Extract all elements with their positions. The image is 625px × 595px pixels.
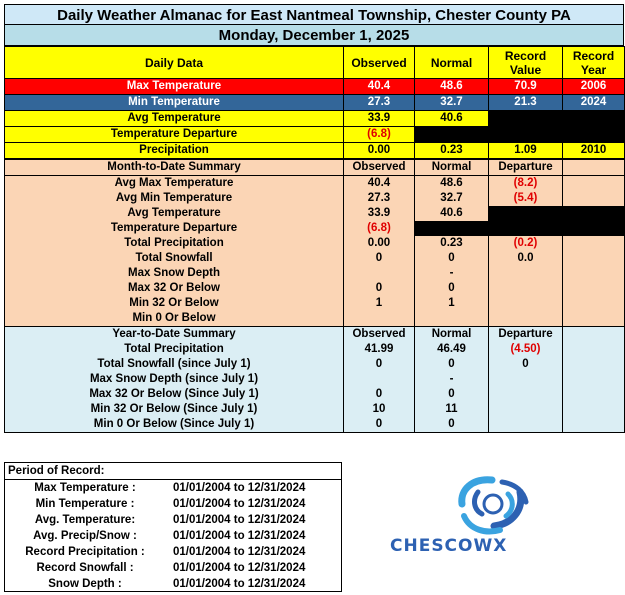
date-banner: Monday, December 1, 2025 (4, 25, 624, 46)
blank-cell (415, 221, 625, 236)
blank-cell (563, 191, 625, 206)
record-year: 2006 (563, 79, 625, 95)
header-observed: Observed (344, 47, 415, 79)
blank-cell (563, 296, 625, 311)
header-observed: Observed (344, 327, 415, 343)
observed-value (344, 311, 415, 326)
header-normal: Normal (415, 160, 489, 176)
ytd-row (5, 342, 625, 357)
row-label: Min 0 Or Below (5, 311, 344, 326)
row-label: Total Snowfall (5, 251, 344, 266)
blank-cell (563, 251, 625, 266)
row-label: Avg Temperature (5, 111, 344, 127)
por-row (5, 512, 341, 528)
month-row (5, 281, 625, 296)
row-label: Total Precipitation (5, 342, 344, 357)
por-range: 01/01/2004 to 12/31/2024 (173, 546, 306, 558)
ytd-row (5, 387, 625, 402)
blank-cell (563, 372, 625, 387)
month-row (5, 311, 625, 326)
row-label: Min 0 Or Below (Since July 1) (5, 417, 344, 433)
row-label: Avg Max Temperature (5, 176, 344, 192)
blank-cell (563, 387, 625, 402)
blank-cell (489, 111, 625, 127)
normal-value: 1 (415, 296, 489, 311)
observed-value: 0 (344, 281, 415, 296)
header-observed: Observed (344, 160, 415, 176)
por-row (5, 480, 341, 496)
month-row (5, 266, 625, 281)
month-row (5, 251, 625, 266)
por-row (5, 576, 341, 592)
record-year: 2010 (563, 143, 625, 159)
swirl-icon (442, 472, 542, 538)
observed-value: 0 (344, 417, 415, 433)
observed-value (344, 266, 415, 281)
observed-value: 10 (344, 402, 415, 417)
normal-value: 48.6 (415, 176, 489, 192)
row-label: Max Snow Depth (since July 1) (5, 372, 344, 387)
normal-value: 0 (415, 387, 489, 402)
observed-value: 41.99 (344, 342, 415, 357)
normal-value (415, 311, 489, 326)
header-departure: Departure (489, 327, 563, 343)
daily-row-max-temp (5, 79, 625, 95)
row-label: Min 32 Or Below (Since July 1) (5, 402, 344, 417)
ytd-row (5, 372, 625, 387)
blank-cell (563, 402, 625, 417)
por-row (5, 544, 341, 560)
departure-value (489, 296, 563, 311)
month-row (5, 176, 625, 192)
observed-value (344, 372, 415, 387)
observed-value: 0.00 (344, 236, 415, 251)
observed-value: 40.4 (344, 79, 415, 95)
record-value: 21.3 (489, 95, 563, 111)
daily-header-row (5, 47, 625, 79)
departure-value (489, 417, 563, 433)
normal-value: 0.23 (415, 236, 489, 251)
departure-value (489, 311, 563, 326)
blank-cell (563, 236, 625, 251)
period-of-record-title: Period of Record: (5, 463, 341, 480)
header-normal: Normal (415, 327, 489, 343)
header-month-summary: Month-to-Date Summary (5, 160, 344, 176)
daily-row-min-temp (5, 95, 625, 111)
normal-value: 40.6 (415, 111, 489, 127)
normal-value: 48.6 (415, 79, 489, 95)
por-range: 01/01/2004 to 12/31/2024 (173, 514, 306, 526)
normal-value: 0.23 (415, 143, 489, 159)
por-label: Snow Depth : (48, 578, 122, 590)
header-record-year: Record Year (563, 47, 625, 79)
month-row (5, 206, 625, 221)
header-ytd-summary: Year-to-Date Summary (5, 327, 344, 343)
observed-value: 33.9 (344, 206, 415, 221)
departure-value (489, 372, 563, 387)
row-label: Avg Temperature (5, 206, 344, 221)
blank-cell (415, 127, 625, 143)
por-label: Min Temperature : (35, 498, 135, 510)
blank-cell (489, 206, 625, 221)
observed-value: 27.3 (344, 191, 415, 206)
row-label: Min 32 Or Below (5, 296, 344, 311)
blank-cell (563, 281, 625, 296)
por-label: Record Snowfall : (36, 562, 134, 574)
observed-value: (6.8) (344, 127, 415, 143)
por-range: 01/01/2004 to 12/31/2024 (173, 578, 306, 590)
header-normal: Normal (415, 47, 489, 79)
header-daily-data: Daily Data (5, 47, 344, 79)
por-range: 01/01/2004 to 12/31/2024 (173, 562, 306, 574)
blank-cell (563, 417, 625, 433)
departure-value (489, 281, 563, 296)
page-title: Daily Weather Almanac for East Nantmeal Township, Chester County PA (4, 4, 624, 25)
row-label: Temperature Departure (5, 127, 344, 143)
observed-value: 40.4 (344, 176, 415, 192)
month-header-row (5, 160, 625, 176)
normal-value: 32.7 (415, 95, 489, 111)
por-range: 01/01/2004 to 12/31/2024 (173, 482, 306, 494)
row-label: Temperature Departure (5, 221, 344, 236)
almanac-panel (4, 4, 624, 433)
por-label: Avg. Temperature: (34, 514, 136, 526)
record-value: 1.09 (489, 143, 563, 159)
por-row (5, 528, 341, 544)
departure-value (489, 266, 563, 281)
record-year: 2024 (563, 95, 625, 111)
blank-cell (563, 357, 625, 372)
blank-cell (563, 160, 625, 176)
observed-value: 0 (344, 251, 415, 266)
month-row (5, 296, 625, 311)
departure-value: 0 (489, 357, 563, 372)
observed-value: 0 (344, 357, 415, 372)
blank-cell (563, 311, 625, 326)
por-label: Max Temperature : (34, 482, 136, 494)
blank-cell (563, 266, 625, 281)
header-record-value: Record Value (489, 47, 563, 79)
normal-value: 46.49 (415, 342, 489, 357)
chescowx-logo (380, 470, 620, 580)
departure-value (489, 387, 563, 402)
daily-data-table (4, 46, 625, 159)
por-label: Record Precipitation : (25, 546, 145, 558)
departure-value: (4.50) (489, 342, 563, 357)
month-to-date-table (4, 159, 625, 326)
departure-value: (0.2) (489, 236, 563, 251)
observed-value: (6.8) (344, 221, 415, 236)
normal-value: 0 (415, 357, 489, 372)
departure-value: (8.2) (489, 176, 563, 192)
blank-cell (563, 327, 625, 343)
row-label: Max 32 Or Below (Since July 1) (5, 387, 344, 402)
row-label: Max Snow Depth (5, 266, 344, 281)
row-label: Avg Min Temperature (5, 191, 344, 206)
blank-cell (563, 342, 625, 357)
por-label: Avg. Precip/Snow : (33, 530, 137, 542)
year-to-date-table (4, 326, 625, 433)
por-row (5, 560, 341, 576)
observed-value: 0 (344, 387, 415, 402)
row-label: Total Snowfall (since July 1) (5, 357, 344, 372)
normal-value: 11 (415, 402, 489, 417)
observed-value: 27.3 (344, 95, 415, 111)
observed-value: 1 (344, 296, 415, 311)
departure-value: (5.4) (489, 191, 563, 206)
normal-value: 40.6 (415, 206, 489, 221)
row-label: Min Temperature (5, 95, 344, 111)
normal-value: 0 (415, 281, 489, 296)
normal-value: - (415, 266, 489, 281)
por-row (5, 496, 341, 512)
normal-value: 0 (415, 417, 489, 433)
logo-text: CHESCOWX (390, 536, 508, 556)
record-value: 70.9 (489, 79, 563, 95)
month-row (5, 191, 625, 206)
por-range: 01/01/2004 to 12/31/2024 (173, 498, 306, 510)
daily-row-precipitation (5, 143, 625, 159)
normal-value: 0 (415, 251, 489, 266)
row-label: Max Temperature (5, 79, 344, 95)
por-range: 01/01/2004 to 12/31/2024 (173, 530, 306, 542)
ytd-header-row (5, 327, 625, 343)
month-row (5, 236, 625, 251)
row-label: Total Precipitation (5, 236, 344, 251)
departure-value: 0.0 (489, 251, 563, 266)
period-of-record-box (4, 462, 342, 592)
month-row (5, 221, 625, 236)
row-label: Precipitation (5, 143, 344, 159)
ytd-row (5, 357, 625, 372)
departure-value (489, 402, 563, 417)
header-departure: Departure (489, 160, 563, 176)
row-label: Max 32 Or Below (5, 281, 344, 296)
daily-row-avg-temp (5, 111, 625, 127)
observed-value: 33.9 (344, 111, 415, 127)
blank-cell (563, 176, 625, 192)
normal-value: - (415, 372, 489, 387)
normal-value: 32.7 (415, 191, 489, 206)
observed-value: 0.00 (344, 143, 415, 159)
ytd-row (5, 402, 625, 417)
ytd-row (5, 417, 625, 433)
daily-row-temp-departure (5, 127, 625, 143)
